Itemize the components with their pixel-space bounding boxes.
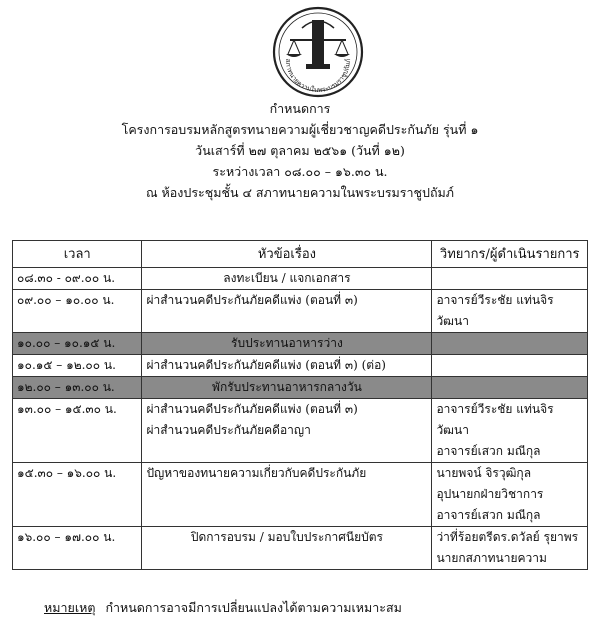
topic-line: ลงทะเบียน / แจกเอกสาร [223,271,351,285]
row-speaker [432,527,588,570]
row-time: ๑๖.๐๐ – ๑๗.๐๐ น. [13,527,142,570]
table-row [13,355,588,377]
row-speaker [432,333,588,355]
row-time: ๐๙.๐๐ – ๑๐.๐๐ น. [13,290,142,333]
row-topic [142,399,432,463]
speaker-line: อาจารย์เสวก มณีกุล [436,444,541,458]
event-date: วันเสาร์ที่ ๒๗ ตุลาคม ๒๕๖๑ (วันที่ ๑๒) [195,143,405,158]
project-name: โครงการอบรมหลักสูตรทนายความผู้เชี่ยวชาญคดีประกันภัย รุ่นที่ ๑ [121,122,479,137]
speaker-line: นายกสภาทนายความ [436,551,547,565]
topic-line: ผ่าสำนวนคดีประกันภัยคดีแพ่ง (ตอนที่ ๓) [146,293,358,307]
speaker-line: อาจารย์วีระชัย แท่นจิรวัฒนา [436,402,554,437]
table-row [13,290,588,333]
footnote-text: กำหนดการอาจมีการเปลี่ยนแปลงได้ตามความเหมาะสม [105,600,402,615]
header-speaker: วิทยากร/ผู้ดำเนินรายการ [432,241,588,268]
row-speaker [432,377,588,399]
speaker-line: อาจารย์วีระชัย แท่นจิรวัฒนา [436,293,554,328]
lawyers-council-seal [272,6,364,98]
row-topic [142,268,432,290]
document-header [0,98,600,203]
row-speaker [432,355,588,377]
row-time: ๑๓.๐๐ – ๑๕.๓๐ น. [13,399,142,463]
row-topic [142,355,432,377]
topic-line: ผ่าสำนวนคดีประกันภัยคดีแพ่ง (ตอนที่ ๓) [146,402,358,416]
row-time: ๑๒.๐๐ – ๑๓.๐๐ น. [13,377,142,399]
row-topic [142,527,432,570]
schedule-table [12,240,588,570]
row-time: ๑๕.๓๐ – ๑๖.๐๐ น. [13,463,142,527]
schedule-body [13,268,588,570]
table-row [13,333,588,355]
row-topic [142,333,432,355]
seal-lettering: สภาทนายความในพระบรมราชูปถัมภ์ [283,58,353,95]
row-speaker [432,268,588,290]
speaker-line: นายพจน์ จิรวุฒิกุล [436,466,532,480]
topic-line: ผ่าสำนวนคดีประกันภัยคดีแพ่ง (ตอนที่ ๓) (ต่อ) [146,358,386,372]
table-row [13,399,588,463]
table-row [13,268,588,290]
topic-line: พักรับประทานอาหารกลางวัน [212,380,362,394]
event-time-range: ระหว่างเวลา ๐๘.๐๐ – ๑๖.๓๐ น. [212,164,388,179]
topic-line: ปัญหาของทนายความเกี่ยวกับคดีประกันภัย [146,466,367,480]
row-topic [142,290,432,333]
header-topic: หัวข้อเรื่อง [142,241,432,268]
speaker-line: อุปนายกฝ่ายวิชาการ [436,487,544,501]
row-time: ๑๐.๑๕ – ๑๒.๐๐ น. [13,355,142,377]
footnote-label: หมายเหตุ [44,600,96,615]
header-time: เวลา [13,241,142,268]
table-header-row [13,241,588,268]
table-row [13,527,588,570]
row-time: ๐๘.๓๐ - ๐๙.๐๐ น. [13,268,142,290]
row-time: ๑๐.๐๐ – ๑๐.๑๕ น. [13,333,142,355]
footnote [44,598,402,618]
row-speaker [432,399,588,463]
topic-line: ปิดการอบรม / มอบใบประกาศนียบัตร [190,530,383,544]
speaker-line: อาจารย์เสวก มณีกุล [436,508,541,522]
schedule-title: กำหนดการ [269,101,331,116]
row-topic [142,463,432,527]
row-speaker [432,290,588,333]
row-speaker [432,463,588,527]
table-row [13,377,588,399]
topic-line: รับประทานอาหารว่าง [231,336,343,350]
speaker-line: ว่าที่ร้อยตรีดร.ดวัลย์ รุยาพร [436,530,579,544]
table-row [13,463,588,527]
event-venue: ณ ห้องประชุมชั้น ๔ สภาทนายความในพระบรมราชูปถัมภ์ [145,185,454,200]
row-topic [142,377,432,399]
topic-line: ผ่าสำนวนคดีประกันภัยคดีอาญา [146,423,311,437]
